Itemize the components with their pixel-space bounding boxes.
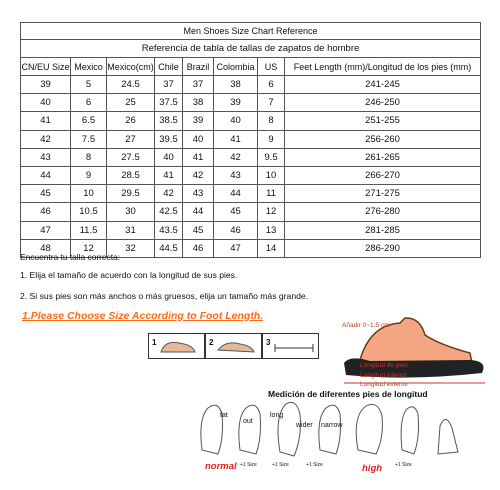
step-2-box	[205, 333, 262, 359]
table-cell: 45	[21, 185, 71, 203]
table-cell: 40	[183, 130, 214, 148]
table-cell: 44	[21, 166, 71, 184]
table-cell: 266-270	[285, 166, 481, 184]
table-cell: 40	[155, 148, 183, 166]
table-cell: 11	[258, 185, 285, 203]
table-cell: 40	[21, 94, 71, 112]
size-note-4: +1 Size	[395, 462, 412, 468]
table-cell: 31	[107, 221, 155, 239]
column-header: CN/EU Size	[21, 58, 71, 76]
column-header: Mexico	[71, 58, 107, 76]
table-cell: 38	[183, 94, 214, 112]
table-cell: 27	[107, 130, 155, 148]
foot-tag-long: long	[270, 412, 284, 419]
step-1-label: 1	[152, 338, 157, 347]
high-label: high	[362, 463, 383, 474]
header-row	[21, 58, 481, 76]
notes-line1: 1. Elija el tamaño de acuerdo con la longitud de sus pies.	[20, 270, 238, 280]
feet-outline-row	[196, 398, 466, 460]
table-cell: 9	[71, 166, 107, 184]
table-cell: 37	[155, 76, 183, 94]
table-cell: 12	[258, 203, 285, 221]
table-cell: 276-280	[285, 203, 481, 221]
table-cell: 10	[258, 166, 285, 184]
table-cell: 286-290	[285, 239, 481, 257]
table-cell: 256-260	[285, 130, 481, 148]
table-cell: 14	[258, 239, 285, 257]
table-row	[21, 166, 481, 184]
table-cell: 6	[258, 76, 285, 94]
table-body	[21, 76, 481, 258]
table-cell: 45	[183, 221, 214, 239]
table-cell: 43	[183, 185, 214, 203]
size-note-1: +1 Size	[240, 462, 257, 468]
table-row	[21, 221, 481, 239]
table-cell: 48	[21, 239, 71, 257]
anadir-label: Añadir 0~1.5 cm	[342, 322, 390, 329]
table-cell: 44.5	[155, 239, 183, 257]
longitud-interior-label: Longitud interior	[360, 372, 407, 379]
column-header: Colombia	[214, 58, 258, 76]
table-cell: 46	[214, 221, 258, 239]
medicion-title: Medición de diferentes pies de longitud	[268, 389, 428, 399]
table-cell: 29.5	[107, 185, 155, 203]
table-cell: 28.5	[107, 166, 155, 184]
table-cell: 43	[21, 148, 71, 166]
table-cell: 32	[107, 239, 155, 257]
table-cell: 39	[214, 94, 258, 112]
table-cell: 5	[71, 76, 107, 94]
longitud-exterior-label: Longitud exterior	[360, 381, 409, 388]
table-cell: 251-255	[285, 112, 481, 130]
table-cell: 41	[183, 148, 214, 166]
table-cell: 8	[258, 112, 285, 130]
step-3-label: 3	[266, 338, 271, 347]
table-cell: 41	[214, 130, 258, 148]
size-note-2: +1 Size	[272, 462, 289, 468]
size-note-3: +1 Size	[306, 462, 323, 468]
table-cell: 41	[21, 112, 71, 130]
table-row	[21, 76, 481, 94]
table-cell: 46	[21, 203, 71, 221]
table-cell: 44	[183, 203, 214, 221]
column-header: US	[258, 58, 285, 76]
table-cell: 6.5	[71, 112, 107, 130]
chart-subtitle: Referencia de tabla de tallas de zapatos de hombre	[21, 40, 481, 58]
table-cell: 39.5	[155, 130, 183, 148]
foot-tag-fat: fat	[220, 412, 228, 419]
size-chart	[20, 22, 481, 258]
notes-heading: Encuentra tu talla correcta:	[20, 252, 121, 262]
table-row	[21, 112, 481, 130]
table-cell: 7	[258, 94, 285, 112]
table-cell: 42	[214, 148, 258, 166]
column-header: Chile	[155, 58, 183, 76]
table-cell: 42.5	[155, 203, 183, 221]
measuring-icon	[206, 334, 261, 358]
table-cell: 38.5	[155, 112, 183, 130]
table-cell: 38	[214, 76, 258, 94]
table-cell: 30	[107, 203, 155, 221]
table-cell: 7.5	[71, 130, 107, 148]
table-cell: 37	[183, 76, 214, 94]
table-cell: 12	[71, 239, 107, 257]
table-cell: 39	[21, 76, 71, 94]
table-row	[21, 94, 481, 112]
table-cell: 241-245	[285, 76, 481, 94]
table-cell: 281-285	[285, 221, 481, 239]
table-row	[21, 130, 481, 148]
table-row	[21, 148, 481, 166]
table-cell: 41	[155, 166, 183, 184]
table-cell: 45	[214, 203, 258, 221]
table-cell: 47	[21, 221, 71, 239]
table-cell: 46	[183, 239, 214, 257]
table-cell: 24.5	[107, 76, 155, 94]
table-row	[21, 185, 481, 203]
foot-tag-narrow: narrow	[321, 422, 343, 429]
table-cell: 43.5	[155, 221, 183, 239]
table-cell: 42	[155, 185, 183, 203]
table-cell: 246-250	[285, 94, 481, 112]
table-cell: 10.5	[71, 203, 107, 221]
table-cell: 37.5	[155, 94, 183, 112]
table-cell: 13	[258, 221, 285, 239]
table-cell: 47	[214, 239, 258, 257]
choose-size-banner: 1.Please Choose Size According to Foot Length.	[22, 310, 264, 322]
notes-line2: 2. Si sus pies son más anchos o más gruesos, elija un tamaño más grande.	[20, 291, 309, 301]
longitud-pies-label: Longitud de pies	[360, 362, 408, 369]
table-cell: 271-275	[285, 185, 481, 203]
step-2-label: 2	[209, 338, 214, 347]
table-cell: 10	[71, 185, 107, 203]
table-cell: 39	[183, 112, 214, 130]
table-cell: 43	[214, 166, 258, 184]
table-cell: 27.5	[107, 148, 155, 166]
column-header: Mexico(cm)	[107, 58, 155, 76]
step-1-box	[148, 333, 205, 359]
table-cell: 8	[71, 148, 107, 166]
table-cell: 261-265	[285, 148, 481, 166]
size-table	[20, 22, 481, 258]
column-header: Feet Length (mm)/Longitud de los pies (mm)	[285, 58, 481, 76]
table-cell: 44	[214, 185, 258, 203]
table-cell: 40	[214, 112, 258, 130]
ruler-icon	[263, 334, 318, 358]
table-cell: 9	[258, 130, 285, 148]
column-header: Brazil	[183, 58, 214, 76]
step-3-box	[262, 333, 319, 359]
table-cell: 26	[107, 112, 155, 130]
chart-title: Men Shoes Size Chart Reference	[21, 23, 481, 40]
foot-tag-out: out	[243, 418, 253, 425]
table-row	[21, 203, 481, 221]
foot-on-paper-icon	[149, 334, 204, 358]
normal-label: normal	[205, 461, 237, 472]
table-cell: 25	[107, 94, 155, 112]
foot-tag-wider: wider	[296, 422, 313, 429]
table-cell: 6	[71, 94, 107, 112]
table-cell: 11.5	[71, 221, 107, 239]
table-cell: 9.5	[258, 148, 285, 166]
table-cell: 42	[21, 130, 71, 148]
table-cell: 42	[183, 166, 214, 184]
